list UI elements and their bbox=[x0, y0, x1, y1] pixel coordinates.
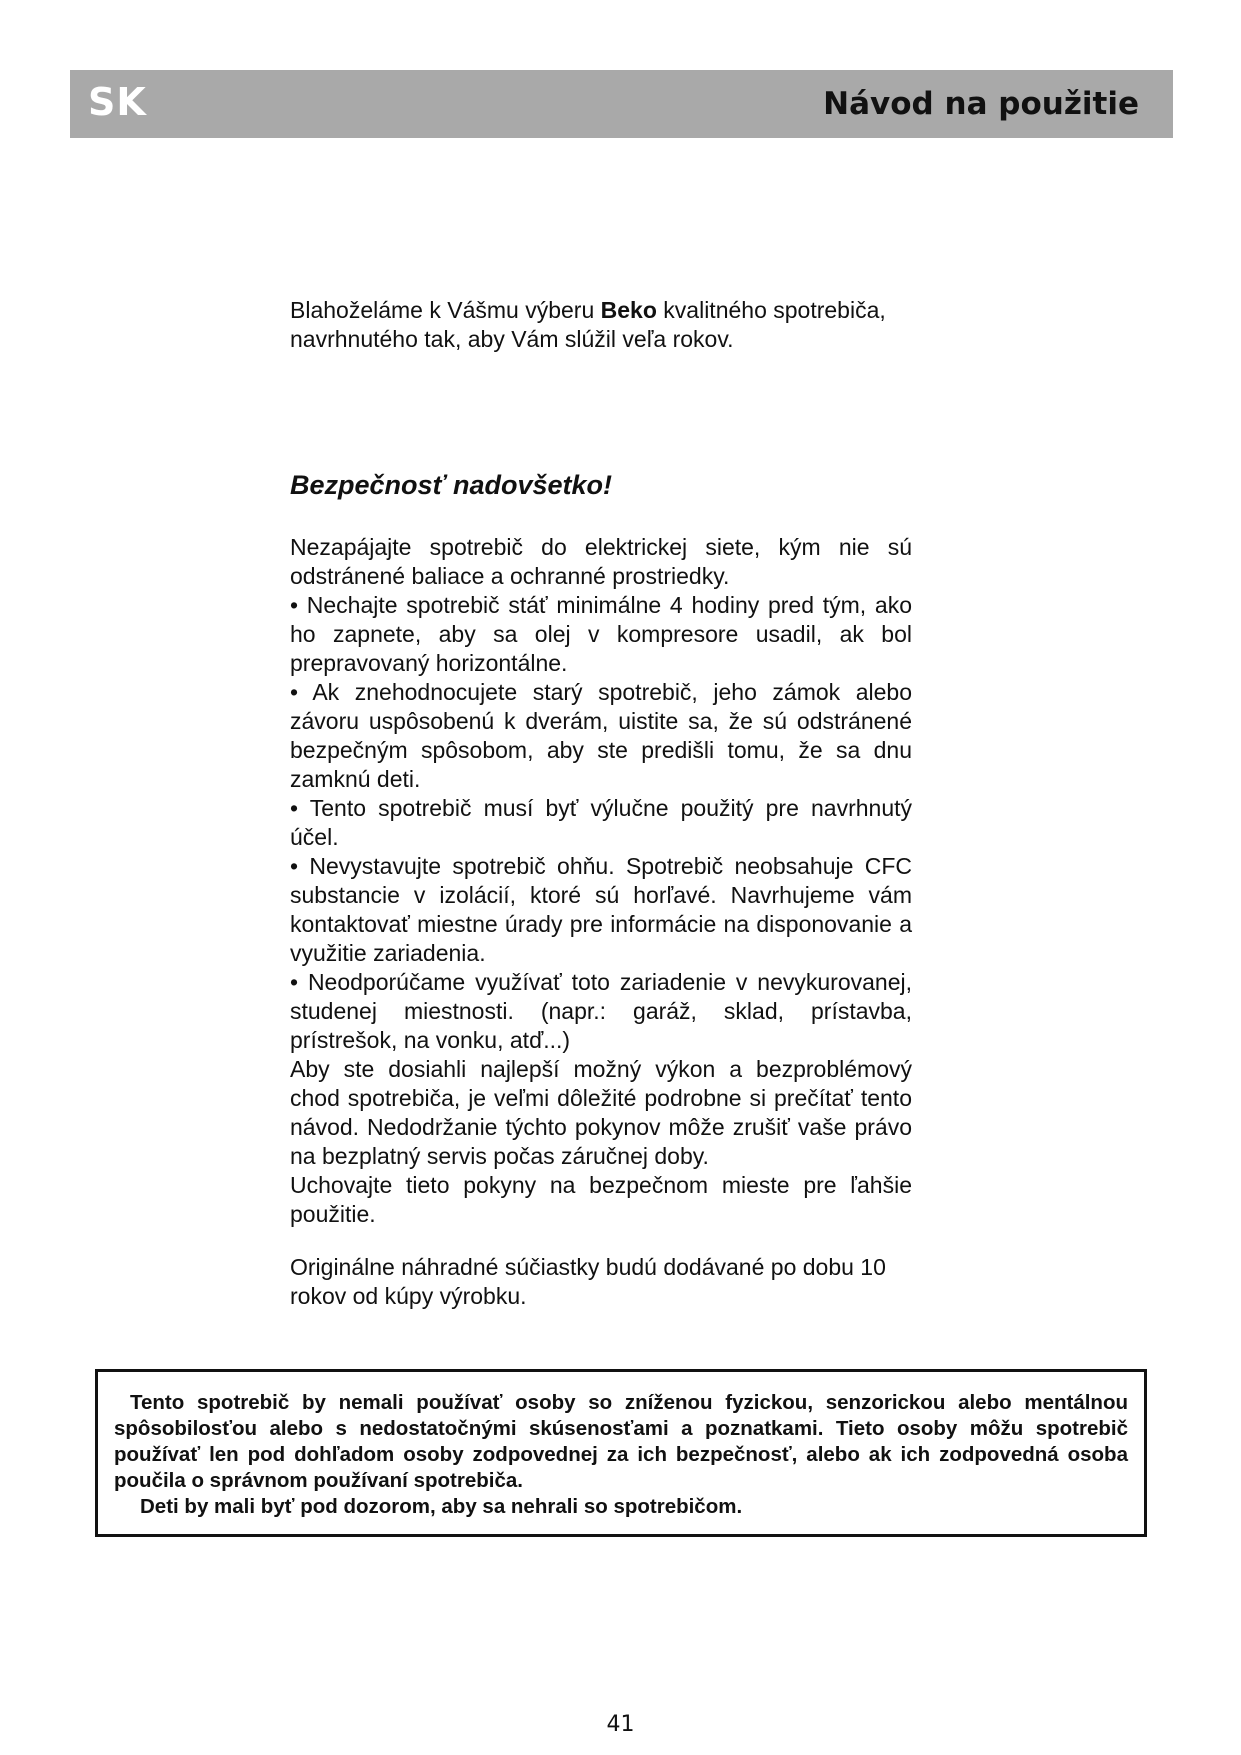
intro-text-start: Blahoželáme k Vášmu výberu bbox=[290, 297, 601, 323]
intro-paragraph bbox=[290, 296, 912, 354]
safety-paragraph: • Neodporúčame využívať toto zariadenie v nevykurovanej, studenej miestnosti. (napr.: garáž, sklad, prístavba, prístrešok, na vonku, atď...) bbox=[290, 969, 912, 1053]
safety-heading: Bezpečnosť nadovšetko! bbox=[290, 470, 613, 500]
safety-paragraph: • Tento spotrebič musí byť výlučne použitý pre navrhnutý účel. bbox=[290, 795, 912, 850]
safety-paragraph: Aby ste dosiahli najlepší možný výkon a bezproblémový chod spotrebiča, je veľmi dôležité podrobne si prečítať tento návod. Nedodržanie týchto pokynov môže zrušiť vaše právo na bezplatný servis počas záručnej doby. bbox=[290, 1056, 912, 1169]
safety-paragraph: • Nevystavujte spotrebič ohňu. Spotrebič neobsahuje CFC substancie v izolácií, ktoré sú horľavé. Navrhujeme vám kontaktovať miestne úrady pre informácie na disponovanie a využitie zariadenia. bbox=[290, 853, 912, 966]
safety-paragraph: • Nechajte spotrebič stáť minimálne 4 hodiny pred tým, ako ho zapnete, aby sa olej v kompresore usadil, ak bol prepravovaný horizontálne. bbox=[290, 592, 912, 676]
header-bar bbox=[70, 70, 1173, 138]
spare-parts-note: Originálne náhradné súčiastky budú dodávané po dobu 10 rokov od kúpy výrobku. bbox=[290, 1254, 886, 1309]
safety-paragraph: Uchovajte tieto pokyny na bezpečnom mieste pre ľahšie použitie. bbox=[290, 1172, 912, 1227]
intro-text-end: kvalitného spotrebiča, navrhnutého tak, aby Vám slúžil veľa rokov. bbox=[290, 297, 886, 352]
brand-name: Beko bbox=[600, 297, 657, 323]
notice-main-paragraph: Tento spotrebič by nemali používať osoby so zníženou fyzickou, senzorickou alebo mentálnou spôsobilosťou alebo s nedostatočnými skúsenosťami a poznatkami. Tieto osoby môžu spotrebič používať len pod dohľadom osoby zodpovednej za ich bezpečnosť, alebo ak ich zodpovedná osoba poučila o správnom používaní spotrebiča. bbox=[114, 1391, 1128, 1492]
safety-paragraph: Nezapájajte spotrebič do elektrickej siete, kým nie sú odstránené baliace a ochranné prostriedky. bbox=[290, 534, 912, 589]
document-title: Návod na použitie bbox=[823, 86, 1139, 122]
safety-paragraph: • Ak znehodnocujete starý spotrebič, jeho zámok alebo závoru uspôsobenú k dverám, uistite sa, že sú odstránené bezpečným spôsobom, aby ste predišli tomu, že sa dnu zamknú deti. bbox=[290, 679, 912, 792]
language-code: SK bbox=[88, 80, 147, 124]
notice-children-paragraph: Deti by mali byť pod dozorom, aby sa nehrali so spotrebičom. bbox=[140, 1495, 743, 1518]
warning-notice-box bbox=[95, 1369, 1147, 1537]
page-number: 41 bbox=[606, 1712, 635, 1737]
safety-instructions bbox=[290, 533, 912, 1229]
warning-notice-text bbox=[114, 1390, 1128, 1520]
